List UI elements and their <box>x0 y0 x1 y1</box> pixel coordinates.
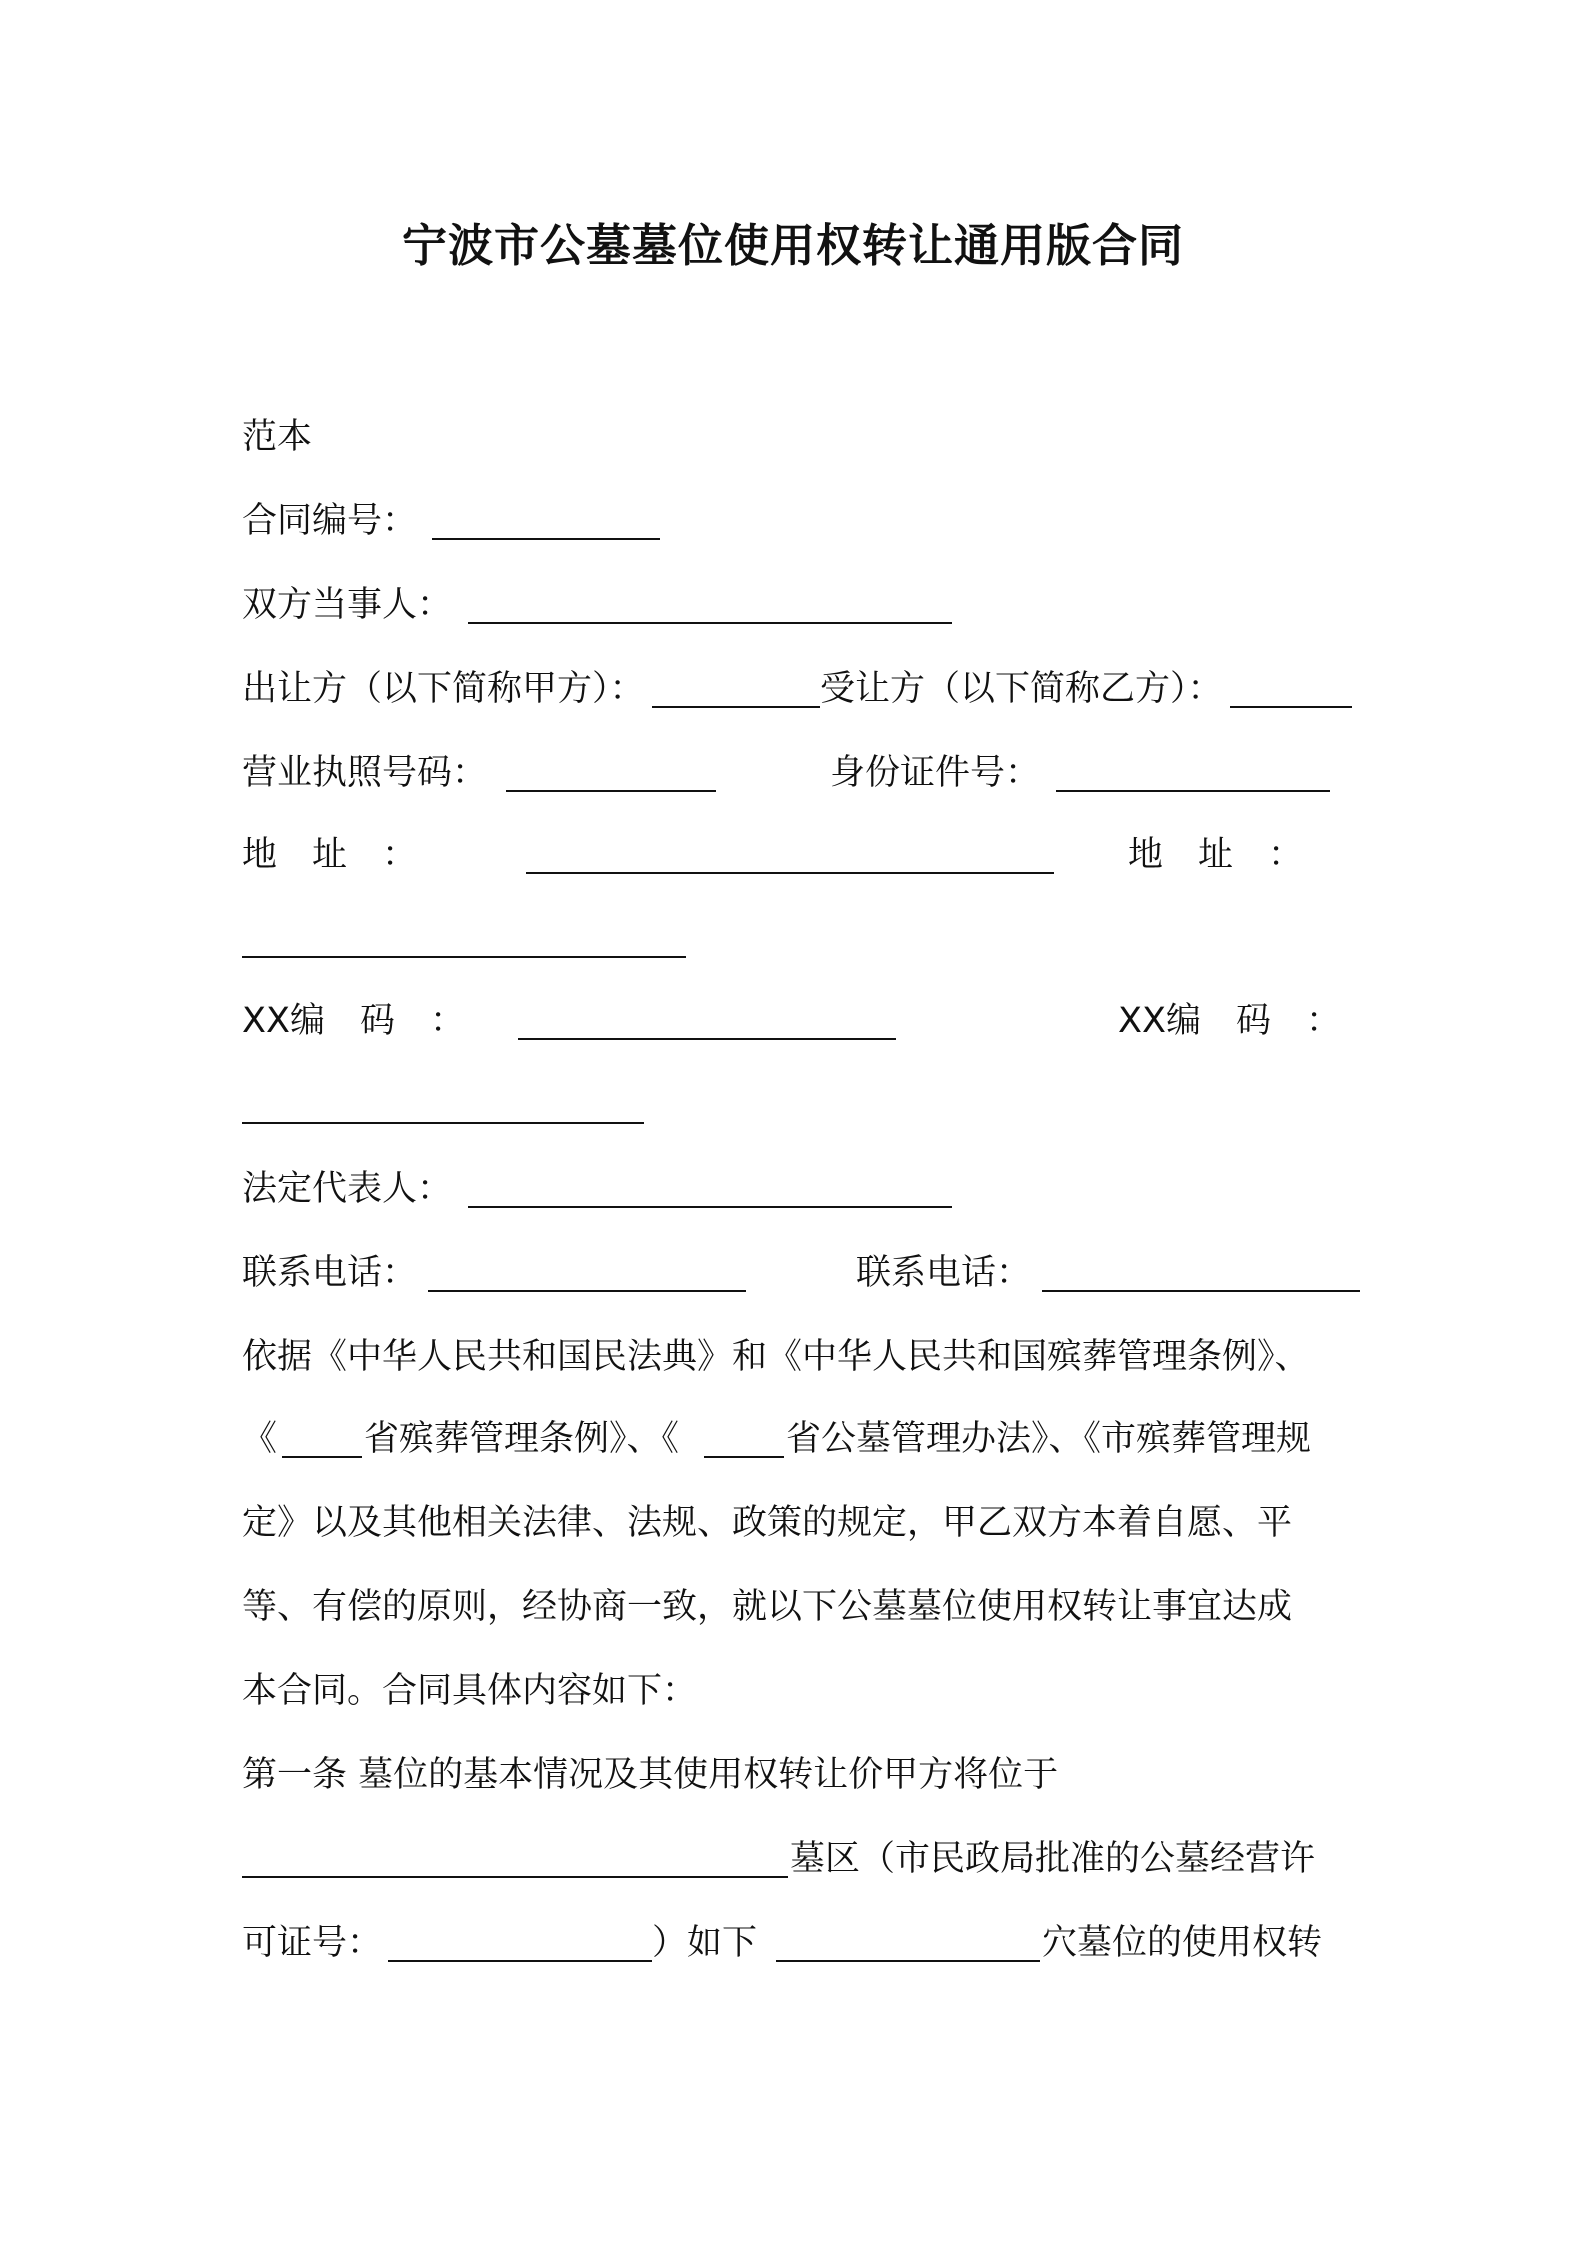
license-id-line <box>242 748 1362 798</box>
para1-line4 <box>242 1582 1372 1632</box>
code-blank-left[interactable] <box>518 1038 896 1040</box>
article1-line2 <box>242 1834 1372 1884</box>
code-blank-right[interactable] <box>242 1122 644 1124</box>
cemetery-location-blank[interactable] <box>242 1876 788 1878</box>
para1-text-5: 等、有偿的原则，经协商一致，就以下公墓墓位使用权转让事宜达成 <box>242 1587 1293 1627</box>
para1-line1 <box>242 1332 1372 1382</box>
article1-line2-text: 墓区（市民政局批准的公墓经营许 <box>790 1839 1316 1879</box>
legal-rep-blank[interactable] <box>468 1206 952 1208</box>
address-line <box>242 830 1362 880</box>
id-blank[interactable] <box>1056 790 1330 792</box>
article1-license-label: 可证号： <box>242 1923 383 1963</box>
phone-line <box>242 1248 1362 1298</box>
para1-text-3: 省公墓管理办法》、《市殡葬管理规 <box>786 1419 1312 1459</box>
article1-line3 <box>242 1918 1372 1968</box>
para1-open-quote: 《 <box>242 1419 278 1459</box>
contract-no-line <box>242 496 742 546</box>
code-label-right: XX编 码 ： <box>1118 1001 1341 1041</box>
phone-blank-right[interactable] <box>1042 1290 1360 1292</box>
para1-line5 <box>242 1666 1372 1716</box>
parties-label: 双方当事人： <box>242 585 453 625</box>
permit-no-blank[interactable] <box>388 1960 652 1962</box>
legal-rep-line <box>242 1164 962 1214</box>
parties-line <box>242 580 962 630</box>
license-label: 营业执照号码： <box>242 753 488 793</box>
phone-label-left: 联系电话： <box>242 1253 418 1293</box>
page-title: 宁波市公墓墓位使用权转让通用版合同 <box>401 219 1184 272</box>
article1-following-text: ）如下 <box>652 1923 758 1963</box>
party-a-blank[interactable] <box>652 706 820 708</box>
party-a-label: 出让方（以下简称甲方）： <box>242 669 645 709</box>
article1-line1 <box>242 1750 1372 1800</box>
para1-text-4: 定》以及其他相关法律、法规、政策的规定，甲乙双方本着自愿、平 <box>242 1503 1293 1543</box>
party-b-blank[interactable] <box>1230 706 1352 708</box>
phone-label-right: 联系电话： <box>856 1253 1032 1293</box>
address-blank-left[interactable] <box>526 872 1054 874</box>
code-continuation-line <box>242 1080 742 1130</box>
article1-grave-text: 穴墓位的使用权转 <box>1042 1923 1323 1963</box>
phone-blank-left[interactable] <box>428 1290 746 1292</box>
grave-count-blank[interactable] <box>776 1960 1040 1962</box>
address-continuation-line <box>242 914 742 964</box>
id-label: 身份证件号： <box>830 753 1041 793</box>
para1-line2 <box>242 1414 1372 1464</box>
article1-heading: 第一条 墓位的基本情况及其使用权转让价甲方将位于 <box>242 1755 1059 1795</box>
address-label-right: 地 址 ： <box>1128 835 1304 875</box>
contract-no-blank[interactable] <box>432 538 660 540</box>
parties-blank[interactable] <box>468 622 952 624</box>
address-blank-right[interactable] <box>242 956 686 958</box>
para1-text-2: 省殡葬管理条例》、《 <box>364 1419 680 1459</box>
contract-no-label: 合同编号： <box>242 501 418 541</box>
template-label: 范本 <box>242 417 313 457</box>
license-blank[interactable] <box>506 790 716 792</box>
para1-text-1: 依据《中华人民共和国民法典》和《中华人民共和国殡葬管理条例》、 <box>242 1337 1310 1377</box>
code-line <box>242 996 1362 1046</box>
legal-rep-label: 法定代表人： <box>242 1169 453 1209</box>
para1-text-6: 本合同。合同具体内容如下： <box>242 1671 698 1711</box>
party-line <box>242 664 1362 714</box>
party-b-label: 受让方（以下简称乙方）： <box>820 669 1223 709</box>
province-blank-2[interactable] <box>704 1456 784 1458</box>
template-label-line <box>242 412 442 462</box>
code-label-left: XX编 码 ： <box>242 1001 465 1041</box>
para1-line3 <box>242 1498 1372 1548</box>
address-label-left: 地 址 ： <box>242 835 418 875</box>
province-blank-1[interactable] <box>282 1456 362 1458</box>
